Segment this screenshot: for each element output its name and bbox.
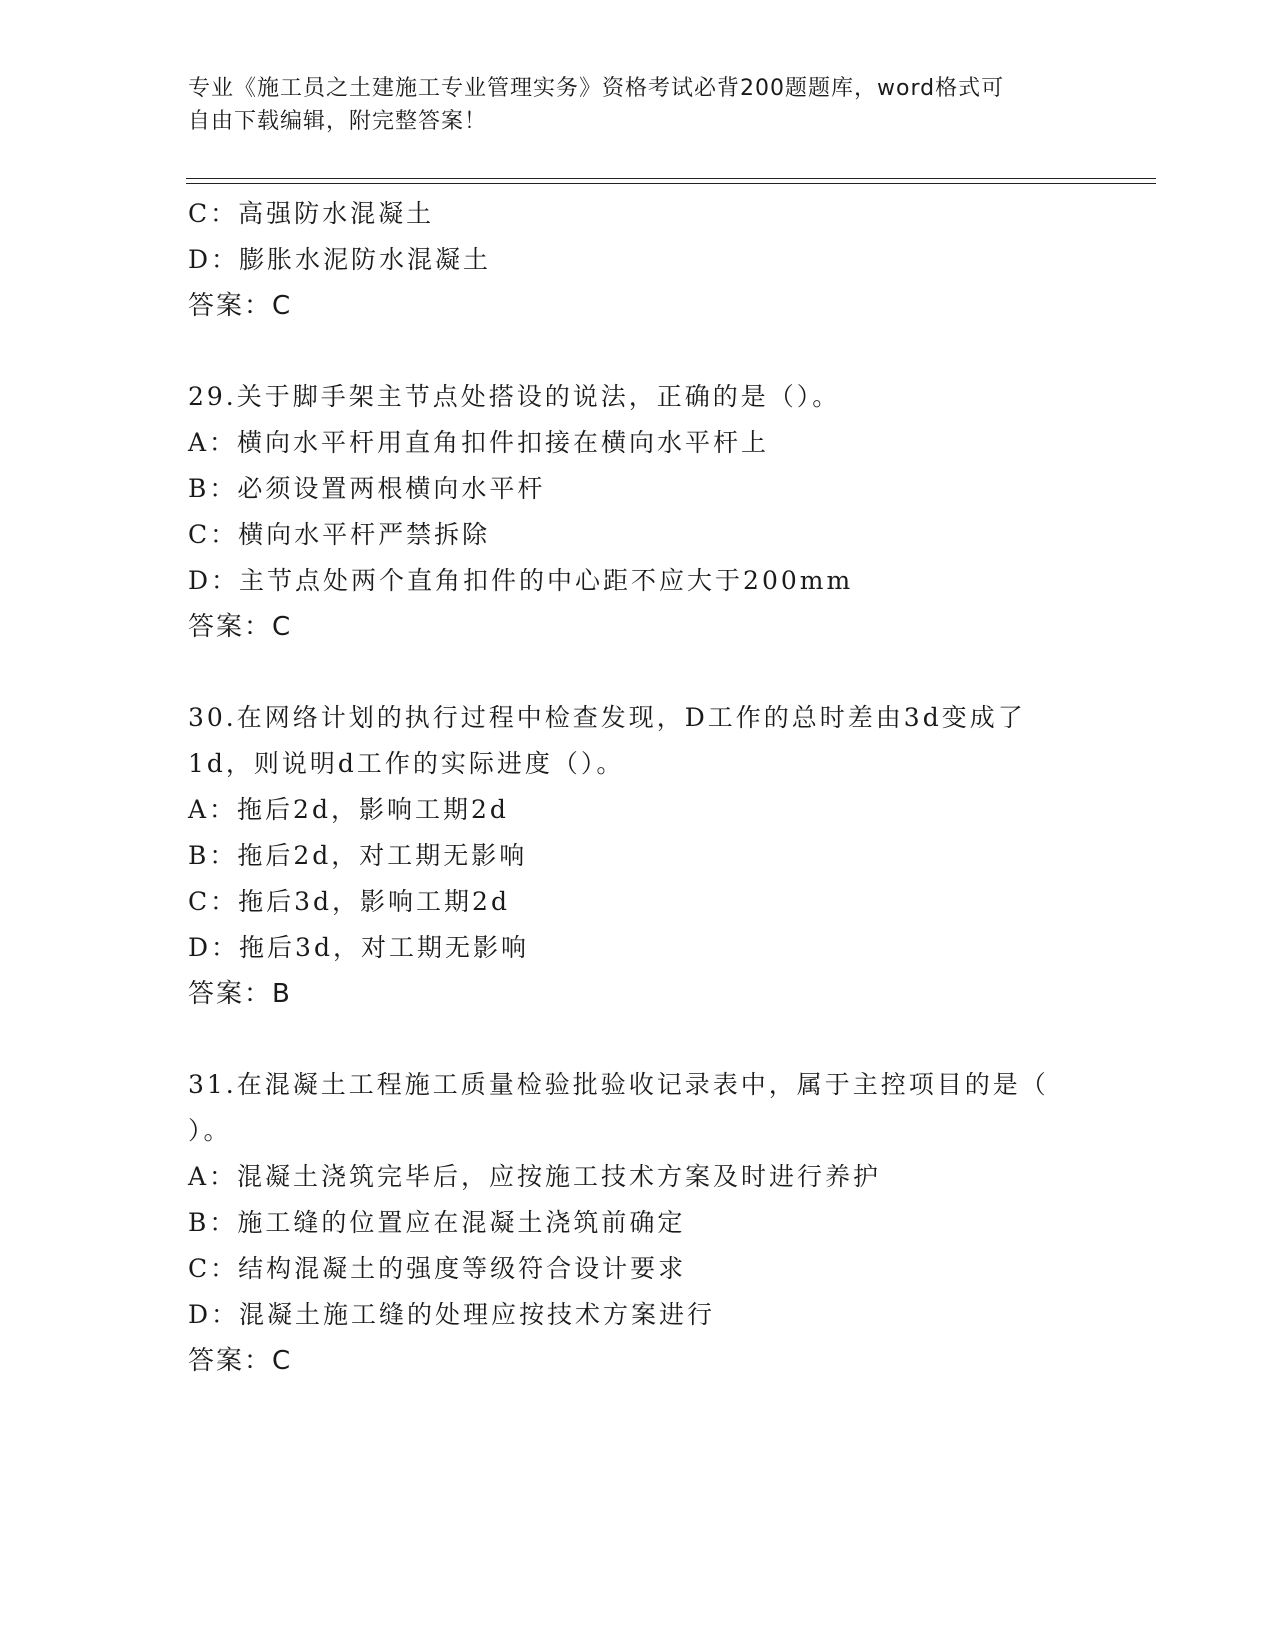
question-list [188,191,1088,1384]
header-line-2: 自由下载编辑，附完整答案！ [188,109,488,134]
answer-line: 答案：C [188,1346,293,1376]
header-divider-top [186,178,1156,179]
option-b: B：施工缝的位置应在混凝土浇筑前确定 [188,1208,686,1237]
option-d: D：混凝土施工缝的处理应按技术方案进行 [188,1300,716,1329]
question-stem-line-1: 30.在网络计划的执行过程中检查发现，D工作的总时差由3d变成了 [188,703,1026,732]
question-stem-line-1: 31.在混凝土工程施工质量检验批验收记录表中，属于主控项目的是（ [188,1070,1049,1099]
option-a: A：拖后2d，影响工期2d [188,795,509,824]
spacer [188,329,1088,374]
spacer [188,1017,1088,1062]
option-b: B：拖后2d，对工期无影响 [188,841,528,870]
option-d: D：拖后3d，对工期无影响 [188,933,529,962]
answer-line: 答案：C [188,612,293,642]
spacer [188,650,1088,695]
question-30 [188,695,1088,1017]
question-29 [188,374,1088,650]
question-31 [188,1062,1088,1384]
question-28-tail [188,191,1088,329]
document-header [188,72,1088,138]
option-c: C：横向水平杆严禁拆除 [188,520,491,549]
option-a: A：混凝土浇筑完毕后，应按施工技术方案及时进行养护 [188,1162,882,1191]
answer-line: 答案：B [188,979,292,1009]
question-stem-line-2: ）。 [188,1116,232,1145]
option-b: B：必须设置两根横向水平杆 [188,474,546,503]
question-stem: 29.关于脚手架主节点处搭设的说法，正确的是（）。 [188,382,841,411]
question-stem-line-2: 1d，则说明d工作的实际进度（）。 [188,749,625,778]
option-d: D：膨胀水泥防水混凝土 [188,245,492,274]
option-c: C：高强防水混凝土 [188,199,435,228]
option-d: D：主节点处两个直角扣件的中心距不应大于200mm [188,566,854,595]
option-a: A：横向水平杆用直角扣件扣接在横向水平杆上 [188,428,770,457]
answer-line: 答案：C [188,291,293,321]
option-c: C：结构混凝土的强度等级符合设计要求 [188,1254,687,1283]
header-line-1: 专业《施工员之土建施工专业管理实务》资格考试必背200题题库，word格式可 [188,76,1005,101]
option-c: C：拖后3d，影响工期2d [188,887,510,916]
header-divider-bottom [186,183,1156,184]
